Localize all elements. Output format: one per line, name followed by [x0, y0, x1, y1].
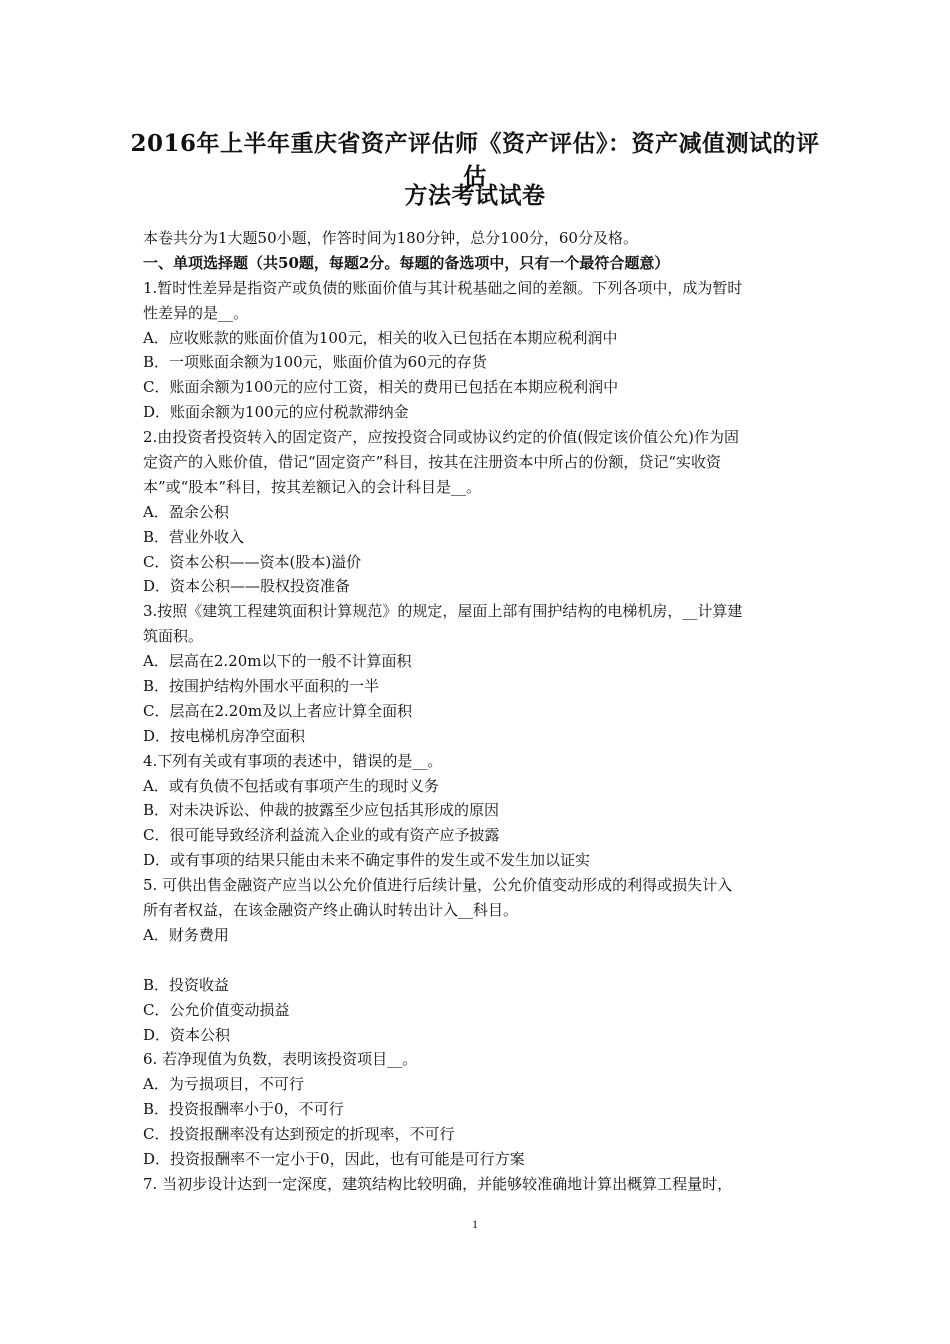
question-line: A．或有负债不包括或有事项产生的现时义务	[143, 776, 439, 795]
question-line: C．账面余额为100元的应付工资，相关的费用已包括在本期应税利润中	[143, 378, 619, 397]
question-line: 2.由投资者投资转入的固定资产，应按投资合同或协议约定的价值(假定该价值公允)作为固	[143, 428, 740, 447]
question-line: 6. 若净现值为负数，表明该投资项目__。	[143, 1050, 418, 1069]
question-line: D．资本公积——股权投资准备	[143, 577, 351, 596]
question-line: C．公允价值变动损益	[143, 1000, 290, 1019]
blank-line	[143, 948, 823, 973]
question-line: 5. 可供出售金融资产应当以公允价值进行后续计量，公允价值变动形成的利得或损失计入	[143, 876, 733, 895]
question-line: D．资本公积	[143, 1025, 231, 1044]
question-line: D．账面余额为100元的应付税款滞纳金	[143, 403, 409, 422]
question-line: B．营业外收入	[143, 527, 245, 546]
document-title-line-2: 方法考试试卷	[404, 182, 546, 209]
question-line: C．很可能导致经济利益流入企业的或有资产应予披露	[143, 826, 500, 845]
question-line: 7. 当初步设计达到一定深度，建筑结构比较明确，并能够较准确地计算出概算工程量时，	[143, 1174, 733, 1193]
question-line: 筑面积。	[143, 627, 204, 646]
question-line: 定资产的入账价值，借记“固定资产”科目，按其在注册资本中所占的份额，贷记“实收资	[143, 453, 722, 472]
question-line: B．对未决诉讼、仲裁的披露至少应包括其形成的原因	[143, 801, 500, 820]
document-body	[143, 226, 823, 1197]
question-line: A．应收账款的账面价值为100元，相关的收入已包括在本期应税利润中	[143, 328, 618, 347]
section-heading: 一、单项选择题（共50题，每题2分。每题的备选项中，只有一个最符合题意）	[143, 253, 670, 272]
question-line: C．资本公积——资本(股本)溢价	[143, 552, 362, 571]
question-list	[143, 276, 823, 1197]
question-line: B．按围护结构外围水平面积的一半	[143, 677, 380, 696]
question-line: 本”或“股本”科目，按其差额记入的会计科目是__。	[143, 477, 482, 496]
question-line: A．为亏损项目，不可行	[143, 1075, 304, 1094]
question-line: C．投资报酬率没有达到预定的折现率，不可行	[143, 1125, 455, 1144]
question-line: 所有者权益，在该金融资产终止确认时转出计入__科目。	[143, 901, 519, 920]
question-line: D．按电梯机房净空面积	[143, 726, 306, 745]
question-line: 性差异的是__。	[143, 303, 249, 322]
exam-intro: 本卷共分为1大题50小题，作答时间为180分钟，总分100分，60分及格。	[143, 229, 638, 247]
question-line: B．投资报酬率小于0，不可行	[143, 1100, 344, 1119]
question-line: B．投资收益	[143, 975, 230, 994]
question-line: A．财务费用	[143, 925, 229, 944]
document-title-line-1: 2016年上半年重庆省资产评估师《资产评估》：资产减值测试的评估	[130, 130, 820, 190]
question-line: A．盈余公积	[143, 502, 229, 521]
question-line: C．层高在2.20m及以上者应计算全面积	[143, 701, 413, 720]
question-line: D．或有事项的结果只能由未来不确定事件的发生或不发生加以证实	[143, 851, 591, 870]
question-line: A．层高在2.20m以下的一般不计算面积	[143, 652, 412, 671]
question-line: 1.暂时性差异是指资产或负债的账面价值与其计税基础之间的差额。下列各项中，成为暂时	[143, 278, 743, 297]
question-line: 3.按照《建筑工程建筑面积计算规范》的规定，屋面上部有围护结构的电梯机房，__计算建	[143, 602, 743, 621]
page-number: 1	[472, 1217, 478, 1231]
question-line: B．一项账面余额为100元，账面价值为60元的存货	[143, 353, 487, 372]
question-line: 4.下列有关或有事项的表述中，错误的是__。	[143, 751, 443, 770]
question-line: D．投资报酬率不一定小于0，因此，也有可能是可行方案	[143, 1149, 525, 1168]
